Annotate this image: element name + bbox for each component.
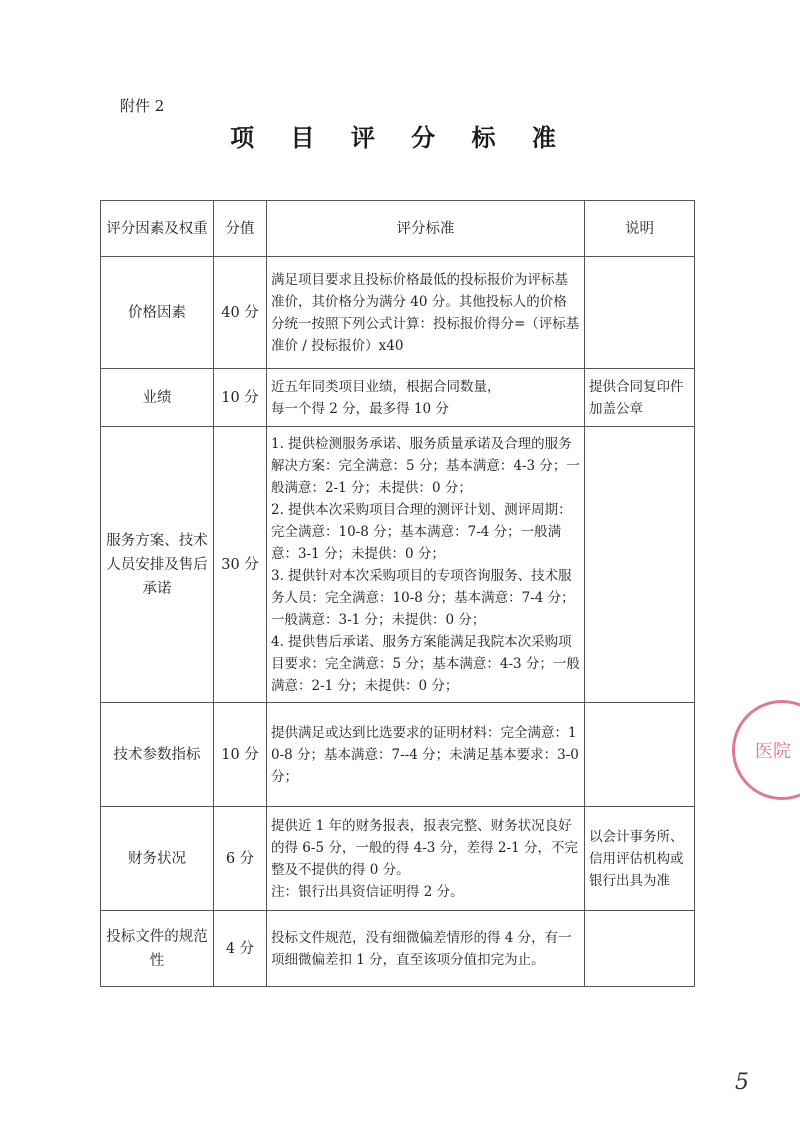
table-row [101,703,695,807]
row-note [585,703,695,807]
row-note [585,911,695,987]
table-row [101,257,695,369]
criterion-text: 近五年同类项目业绩，根据合同数量， [271,378,501,395]
criterion-text: 2. 提供本次采购项目合理的测评计划、测评周期：完全满意：10-8 分；基本满意：7-4 分；一般满意：3-1 分；未提供：0 分； [271,501,572,562]
criterion-text: 1. 提供检测服务承诺、服务质量承诺及合理的服务解决方案：完全满意：5 分；基本满意：4-3 分；一般满意：2-1 分；未提供：0 分； [271,435,580,496]
table-header-row [101,201,695,257]
scoring-table [100,200,695,987]
row-standard [267,807,585,911]
official-seal: 医院 [732,700,800,800]
table-row [101,911,695,987]
row-note: 提供合同复印件加盖公章 [585,369,695,427]
row-standard [267,369,585,427]
row-standard [267,427,585,703]
annex-label: 附件 2 [120,97,165,115]
criterion-text: 3. 提供针对本次采购项目的专项咨询服务、技术服务人员：完全满意：10-8 分；基本满意：7-4 分；一般满意：3-1 分；未提供：0 分； [271,567,575,628]
table-row [101,369,695,427]
row-standard [267,703,585,807]
row-factor: 技术参数指标 [101,703,214,807]
row-factor: 价格因素 [101,257,214,369]
row-factor: 服务方案、技术人员安排及售后承诺 [101,427,214,703]
row-score: 40 分 [214,257,267,369]
row-factor: 财务状况 [101,807,214,911]
row-standard [267,911,585,987]
row-standard [267,257,585,369]
row-factor: 投标文件的规范性 [101,911,214,987]
criterion-text: 每一个得 2 分，最多得 10 分 [271,400,449,417]
row-score: 30 分 [214,427,267,703]
row-factor: 业绩 [101,369,214,427]
header-factor: 评分因素及权重 [101,201,214,257]
header-standard: 评分标准 [267,201,585,257]
criterion-text: 4. 提供售后承诺、服务方案能满足我院本次采购项目要求：完全满意：5 分；基本满意：4-3 分；一般满意：2-1 分；未提供：0 分； [271,633,580,694]
row-score: 10 分 [214,369,267,427]
row-score: 4 分 [214,911,267,987]
row-score: 6 分 [214,807,267,911]
row-note [585,427,695,703]
criterion-text: 注：银行出具资信证明得 2 分。 [271,883,464,900]
header-note: 说明 [585,201,695,257]
page-title: 项 目 评 分 标 准 [230,123,570,152]
criterion-text: 投标文件规范，没有细微偏差情形的得 4 分，有一项细微偏差扣 1 分，直至该项分值扣完为止。 [271,929,572,968]
criterion-text: 提供满足或达到比选要求的证明材料：完全满意：10-8 分；基本满意：7--4 分；未满足基本要求：3-0 分； [271,724,579,785]
page-number: 5 [735,1070,749,1095]
row-note [585,257,695,369]
row-note: 以会计事务所、信用评估机构或银行出具为准 [585,807,695,911]
criterion-text: 提供近 1 年的财务报表，报表完整、财务状况良好的得 6-5 分，一般的得 4-3 分，差得 2-1 分，不完整及不提供的得 0 分。 [271,817,578,878]
table-row [101,807,695,911]
criterion-text: 满足项目要求且投标价格最低的投标报价为评标基准价，其价格分为满分 40 分。其他投标人的价格分统一按照下列公式计算：投标报价得分=（评标基准价 / 投标报价）x40 [271,271,580,354]
row-score: 10 分 [214,703,267,807]
table-row [101,427,695,703]
header-score: 分值 [214,201,267,257]
